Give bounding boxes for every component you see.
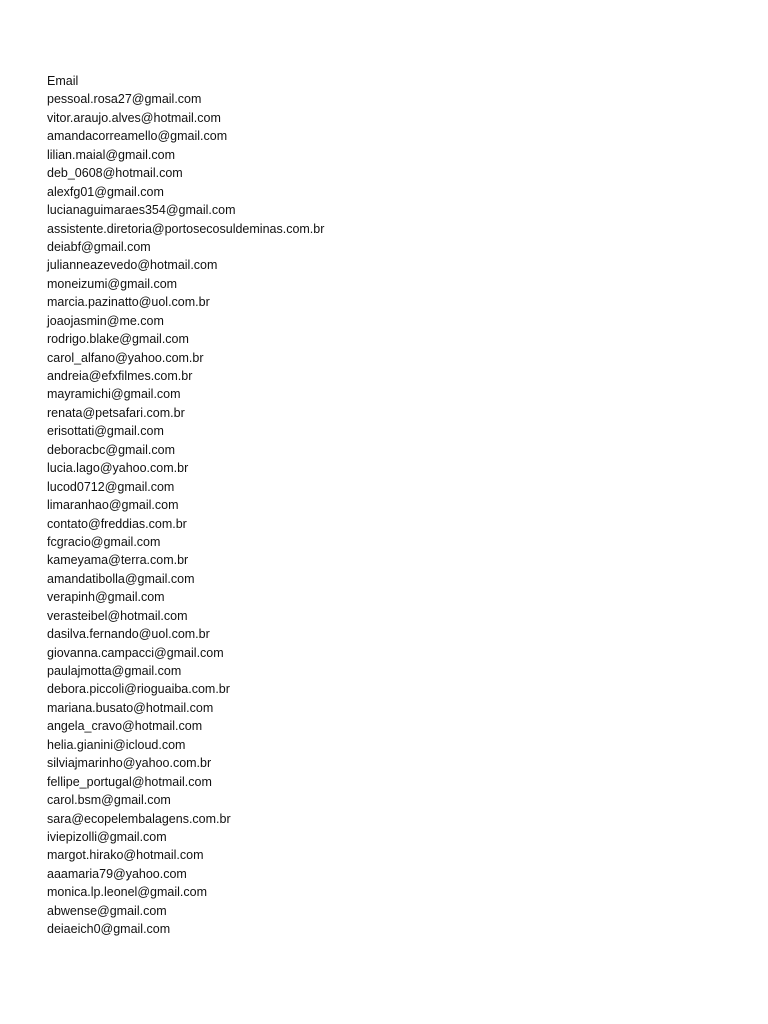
email-row: marcia.pazinatto@uol.com.br — [47, 295, 210, 310]
email-row: julianneazevedo@hotmail.com — [47, 258, 218, 273]
email-row: joaojasmin@me.com — [47, 313, 164, 328]
email-row: silviajmarinho@yahoo.com.br — [47, 756, 212, 771]
email-row: paulajmotta@gmail.com — [47, 664, 182, 678]
email-row: mariana.busato@hotmail.com — [47, 700, 214, 715]
email-row: rodrigo.blake@gmail.com — [47, 332, 189, 347]
email-row: giovanna.campacci@gmail.com — [47, 645, 224, 660]
email-row: helia.gianini@icloud.com — [47, 737, 186, 752]
email-row: sara@ecopelembalagens.com.br — [47, 811, 231, 826]
email-row: iviepizolli@gmail.com — [47, 829, 167, 844]
email-row: erisottati@gmail.com — [47, 424, 164, 439]
email-row: aaamaria79@yahoo.com — [47, 866, 187, 881]
email-row: contato@freddias.com.br — [47, 516, 187, 531]
email-row: lilian.maial@gmail.com — [47, 147, 176, 162]
email-row: moneizumi@gmail.com — [47, 276, 178, 291]
column-header: Email — [47, 74, 79, 88]
email-row: deboracbc@gmail.com — [47, 442, 176, 457]
email-row: limaranhao@gmail.com — [47, 498, 179, 513]
email-row: verapinh@gmail.com — [47, 590, 165, 605]
email-row: renata@petsafari.com.br — [47, 405, 185, 420]
email-list — [47, 72, 324, 939]
email-row: margot.hirako@hotmail.com — [47, 848, 204, 863]
email-row: lucia.lago@yahoo.com.br — [47, 461, 189, 476]
email-row: abwense@gmail.com — [47, 903, 167, 918]
email-row: carol.bsm@gmail.com — [47, 793, 171, 808]
email-row: deiaeich0@gmail.com — [47, 922, 171, 937]
email-row: lucianaguimaraes354@gmail.com — [47, 203, 236, 218]
email-row: andreia@efxfilmes.com.br — [47, 369, 193, 383]
email-row: dasilva.fernando@uol.com.br — [47, 627, 210, 642]
email-row: amandacorreamello@gmail.com — [47, 129, 228, 144]
email-row: angela_cravo@hotmail.com — [47, 719, 203, 734]
email-row: deiabf@gmail.com — [47, 239, 151, 254]
email-row: deb_0608@hotmail.com — [47, 166, 183, 181]
email-row: debora.piccoli@rioguaiba.com.br — [47, 682, 230, 697]
email-row: alexfg01@gmail.com — [47, 184, 164, 199]
email-row: pessoal.rosa27@gmail.com — [47, 92, 202, 107]
email-row: kameyama@terra.com.br — [47, 553, 189, 568]
email-row: lucod0712@gmail.com — [47, 479, 175, 494]
email-row: fellipe_portugal@hotmail.com — [47, 774, 212, 789]
email-row: carol_alfano@yahoo.com.br — [47, 350, 204, 365]
email-row: amandatibolla@gmail.com — [47, 571, 195, 586]
email-row: verasteibel@hotmail.com — [47, 608, 188, 623]
email-row: monica.lp.leonel@gmail.com — [47, 885, 207, 900]
email-row: mayramichi@gmail.com — [47, 387, 181, 402]
email-row: vitor.araujo.alves@hotmail.com — [47, 110, 221, 125]
email-row: fcgracio@gmail.com — [47, 534, 161, 549]
email-row: assistente.diretoria@portosecosuldeminas.com.br — [47, 221, 325, 236]
